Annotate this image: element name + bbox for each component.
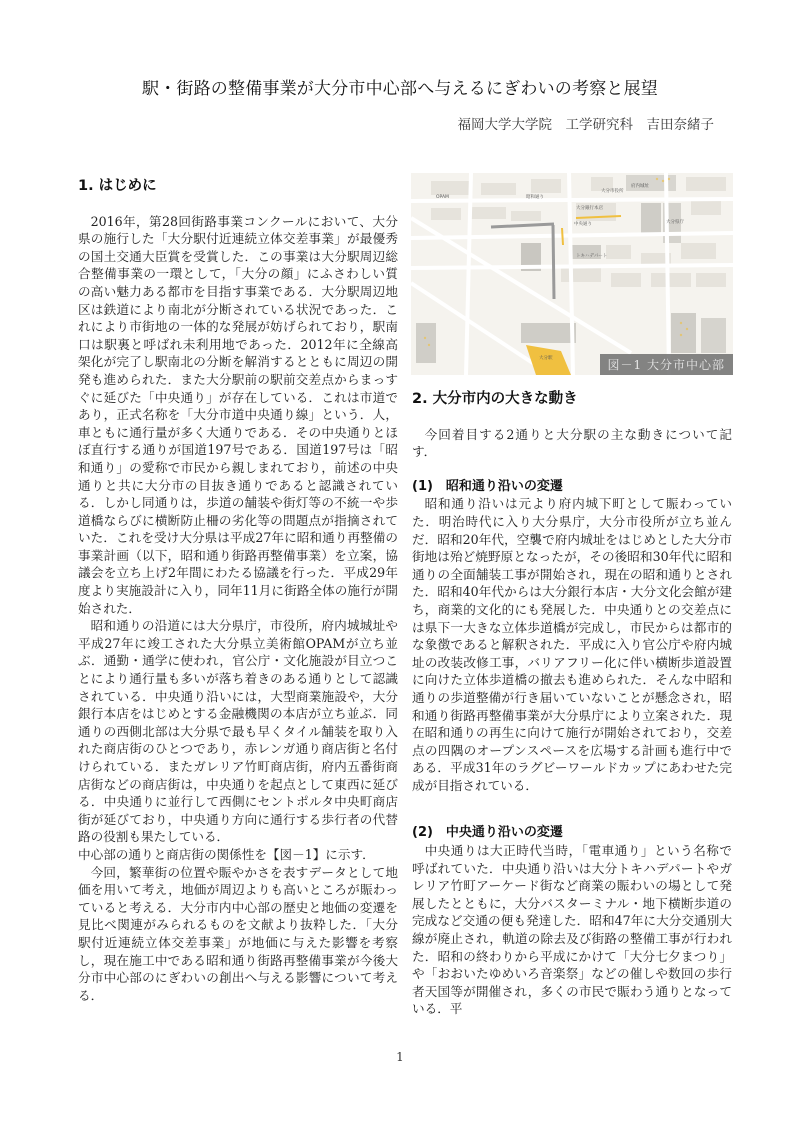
section-1-heading: 1. はじめに: [78, 178, 157, 194]
section-1-paragraph: 昭和通りの沿道には大分県庁，市役所，府内城城址や平成27年に竣工された大分県立美術館OPAMが立ち並ぶ．通勤・通学に使われ，官公庁・文化施設が目立つことにより通行量も多いが落ち着きのある通りとして認識されている．中央通り沿いには，大型商業施設や，大分銀行本店をはじめとする金融機関の本店が立ち並ぶ．同通りの西側北部は大分県で最も早くタイル舗装を取り入れた商店街のひとつであり，赤レンガ通り商店街と名付けられている．またガレリア竹町商店街，府内五番街商店街などの商店街は，中央通りを起点として東西に延びる．中央通りに並行して西側にセントポルタ中央町商店街が延びており，中央通り方向に通行する歩行者の代替路の役割も果たしている．: [78, 618, 398, 845]
section-2-intro: 今回着目する2通りと大分駅の主な動きについて記す．: [412, 426, 732, 460]
figure-1-map: [411, 173, 733, 375]
left-column: [78, 178, 398, 1004]
figure-caption: 図－1 大分市中心部: [600, 354, 733, 375]
subsection-1-heading: (1) 昭和通り沿いの変遷: [412, 478, 563, 494]
subsection-2-text: 中央通りは大正時代当時，「電車通り」という名称で呼ばれていた．中央通り沿いは大分トキハデパートやガレリア竹町アーケード街など商業の賑わいの場として発展したとともに，大分バスターミナル・地下横断歩道の完成など交通の便も発達した．昭和47年に大分交通別大線が廃止され，軌道の除去及び街路の整備工事が行われた．昭和の終わりから平成にかけて「大分七夕まつり」や「おおいたゆめいろ音楽祭」などの催しや数回の歩行者天国等が開催され，多くの市民で賑わう通りとなっている．平: [412, 843, 732, 1017]
map-label-oita-bank: 大分銀行本店: [576, 206, 603, 211]
map-label-station: 大分駅: [539, 356, 553, 361]
author-affiliation: 福岡大学大学院 工学研究科 吉田奈緒子: [457, 117, 714, 133]
map-image: [411, 173, 733, 375]
map-label-city-hall: 大分市役所: [601, 189, 624, 194]
section-1-paragraph: 2016年，第28回街路事業コンクールにおいて、大分県の施行した「大分駅付近連続立体交差事業」が最優秀の国土交通大臣賞を受賞した．この事業は大分駅周辺総合整備事業の一環として，「大分の顔」にふさわしい質の高い魅力ある都市を目指す事業である．大分駅周辺地区は鉄道により南北が分断されている状況であった．これにより市街地の一体的な発展が妨げられており，駅南口は駅裏と呼ばれ未利用地であった．2012年に全線高架化が完了し駅南北の分断を解消するとともに周辺の開発も進められた．また大分駅前の駅前交差点からまっすぐに延びた「中央通り」が存在している．これは市道であり，正式名称を「大分市道中央通り線」という．人，車ともに通行量が多く大通りである．その中央通りとほぼ直行する通りが国道197号である．国道197号は「昭和通り」の愛称で市民から親しまれており，前述の中央通りと共に大分市の目抜き通りであると認識されている．しかし同通りは，歩道の舗装や街灯等の不統一や歩道橋ならびに横断防止柵の劣化等の問題点が指摘されていた．これを受け大分県は平成27年に昭和通り再整備の事業計画（以下，昭和通り街路再整備事業）を立案，協議会を立ち上げ2年間にわたる協議を行った．平成29年度より実施設計に入り，同年11月に街路全体の施行が開始された．: [78, 213, 398, 616]
map-label-pref-office: 大分県庁: [666, 220, 684, 225]
section-1-paragraph: 中心部の通りと商店街の関係性を【図－1】に示す．: [78, 846, 375, 862]
subsection-1-text: 昭和通り沿いは元より府内城下町として賑わっていた．明治時代に入り大分県庁，大分市役所が立ち並んだ．昭和20年代，空襲で府内城址をはじめとした大分市街地は殆ど焼野原となったが，その後昭和30年代に昭和通りの全面舗装工事が開始され，現在の昭和通りとされた．昭和40年代からは大分銀行本店・大分文化会館が建ち，商業的文化的にも発展した．中央通りとの交差点には県下一大きな立体歩道橋が完成し，市民からは都市的な象徴であると解釈された．平成に入り官公庁や府内城址の改装改修工事，バリアフリー化に伴い横断歩道設置に向けた立体歩道橋の撤去も進められた．そんな中昭和通りの歩道整備が行き届いていないことが懸念され，昭和通り街路再整備事業が大分県庁により立案された．現在昭和通りの再生に向けて施行が開始されており，交差点の四隅のオープンスペースを広場する計画も進行中である．平成31年のラグビーワールドカップにあわせた完成が目指されている．: [412, 496, 732, 793]
subsection-2-heading: (2) 中央通り沿いの変遷: [412, 825, 563, 841]
map-label-showa-dori: 昭和通り: [526, 195, 544, 200]
page-number: 1: [396, 1050, 404, 1064]
section-1-paragraph: 今回，繁華街の位置や賑やかさを表すデータとして地価を用いて考え，地価が周辺よりも高いところが賑わっていると考える．大分市内中心部の歴史と地価の変遷を見比べ関連がみられるものを文献より抜粋した．「大分駅付近連続立体交差事業」が地価に与えた影響を考察し，現在施工中である昭和通り街路再整備事業が今後大分市中心部のにぎわいの創出へ与える影響について考える．: [78, 864, 398, 1003]
map-label-opam: OPAM: [436, 195, 449, 200]
paper-title: 駅・街路の整備事業が大分市中心部へ与えるにぎわいの考察と展望: [142, 79, 658, 99]
map-label-funai-castle: 府内城址: [631, 184, 649, 189]
section-2-heading: 2. 大分市内の大きな動き: [412, 391, 578, 407]
map-label-tokiwa: トキハデパート: [576, 254, 608, 259]
right-column: [412, 391, 732, 1018]
map-label-chuo-dori: 中央通り: [574, 222, 592, 227]
